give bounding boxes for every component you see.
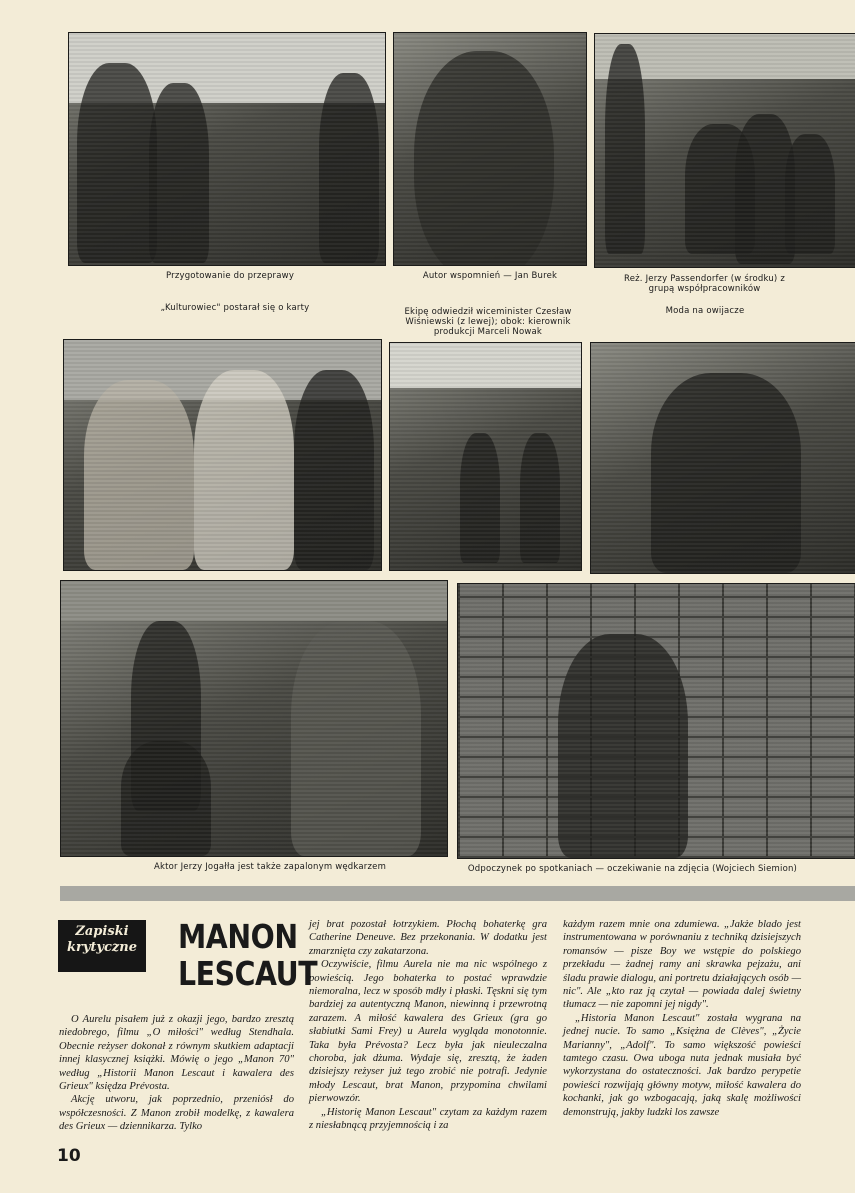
col2-paragraph: jej brat pozostał łotrzykiem. Płochą bohaterkę gra Catherine Deneuve. Bez przekonania. W dodatku jest zmarznięta czy zakatarzona. [309, 919, 547, 957]
col2-paragraph: Oczywiście, filmu Aurela nie ma nic wspólnego z powieścią. Jego bohaterka to postać wprawdzie niemoralna, lecz w sposób mdły i płaski. Tęskni się tym bardziej za autentyczną Manon, niewinną i przewrotną zarazem. A miłość kawalera des Grieux (gra go słabiutki Sami Frey) u Aurela wygląda monotonnie. Taka była Prévosta? Lecz była jak nieuleczalna choroba, jak dżuma. Wydaje się, zresztą, że żaden dzisiejszy reżyser już tego zrobić nie potrafi. Jedynie młody Lescaut, brat Manon, przypomina chwilami pierwowzór. [309, 959, 547, 1105]
page-number: 10 [57, 1146, 81, 1166]
caption-preparation: Przygotowanie do przeprawy [165, 271, 295, 281]
photo-preparation [68, 32, 386, 266]
article-title [178, 917, 318, 993]
col2-paragraph: „Historię Manon Lescaut" czytam za każdym razem z niesłabnącą przyjemnością i za [309, 1106, 547, 1132]
article-column-1 [59, 1013, 294, 1134]
caption-actor: Aktor Jerzy Jogałła jest także zapalonym wędkarzem [153, 862, 387, 872]
col1-paragraph: O Aurelu pisałem już z okazji jego, bardzo zresztą niedobrego, filmu „O miłości" według Stendhala. Obecnie reżyser dokonał z równym skutkiem adaptacji innej klasycznej książki. Mówię o jego „Manon 70" według „Historii Manon Lescaut i kawalera des Grieux" księdza Prévosta. [59, 1014, 294, 1093]
caption-author: Autor wspomnień — Jan Burek [422, 271, 558, 281]
photo-director [594, 33, 855, 268]
caption-director: Reż. Jerzy Passendorfer (w środku) z grupą współpracowników [623, 274, 785, 294]
photo-author [393, 32, 587, 266]
photo-cards [63, 339, 382, 571]
article-title-line1: MANON [178, 917, 298, 956]
article-column-2 [309, 918, 547, 1133]
photo-fashion [590, 342, 855, 574]
caption-fashion: Moda na owijacze [665, 306, 745, 316]
caption-minister: Ekipę odwiedził wiceminister Czesław Wiśniewski (z lewej); obok: kierownik produkcji Marceli Nowak [404, 307, 572, 337]
photo-actor [60, 580, 448, 857]
caption-rest: Odpoczynek po spotkaniach — oczekiwanie na zdjęcia (Wojciech Siemion) [467, 864, 798, 874]
col3-paragraph: „Historia Manon Lescaut" została wygrana na jednej nucie. To samo „Księżna de Clèves", „Życie Marianny", „Adolf". To samo większość powieści tamtego czasu. Owa uboga nuta jednak musiała być wykorzystana do ostateczności. Jak bardzo perypetie powieści rozwijają główny motyw, miłość kawalera do kochanki, jak go wzbogacają, jaką skalę możliwości demonstrują, jakby ludzki los zawsze [563, 1012, 801, 1118]
col3-paragraph: każdym razem mnie ona zdumiewa. „Jakże blado jest instrumentowana w porównaniu z techniką dzisiejszych romansów — pisze Boy we wstępie do polskiego przekładu — żadnej ramy ani skrawka pejzażu, ani śladu prawie dialogu, ani portretu działających osób — nic". Ale „kto raz ją czytał — powiada dalej świetny tłumacz — nie zapomni jej nigdy". [563, 919, 801, 1011]
section-logo [58, 920, 146, 972]
section-label-line2: krytyczne [67, 939, 137, 955]
section-divider [60, 886, 855, 901]
col1-paragraph: Akcję utworu, jak poprzednio, przeniósł do współczesności. Z Manon zrobił modelkę, z kawalera des Grieux — dziennikarza. Tylko [59, 1094, 294, 1133]
caption-cards: „Kulturowiec" postarał się o karty [160, 303, 310, 313]
photo-minister [389, 342, 582, 571]
article-column-3 [563, 918, 801, 1119]
section-label-line1: Zapiski [75, 924, 129, 939]
photo-rest [457, 583, 855, 859]
article-title-line2: LESCAUT [178, 954, 318, 993]
